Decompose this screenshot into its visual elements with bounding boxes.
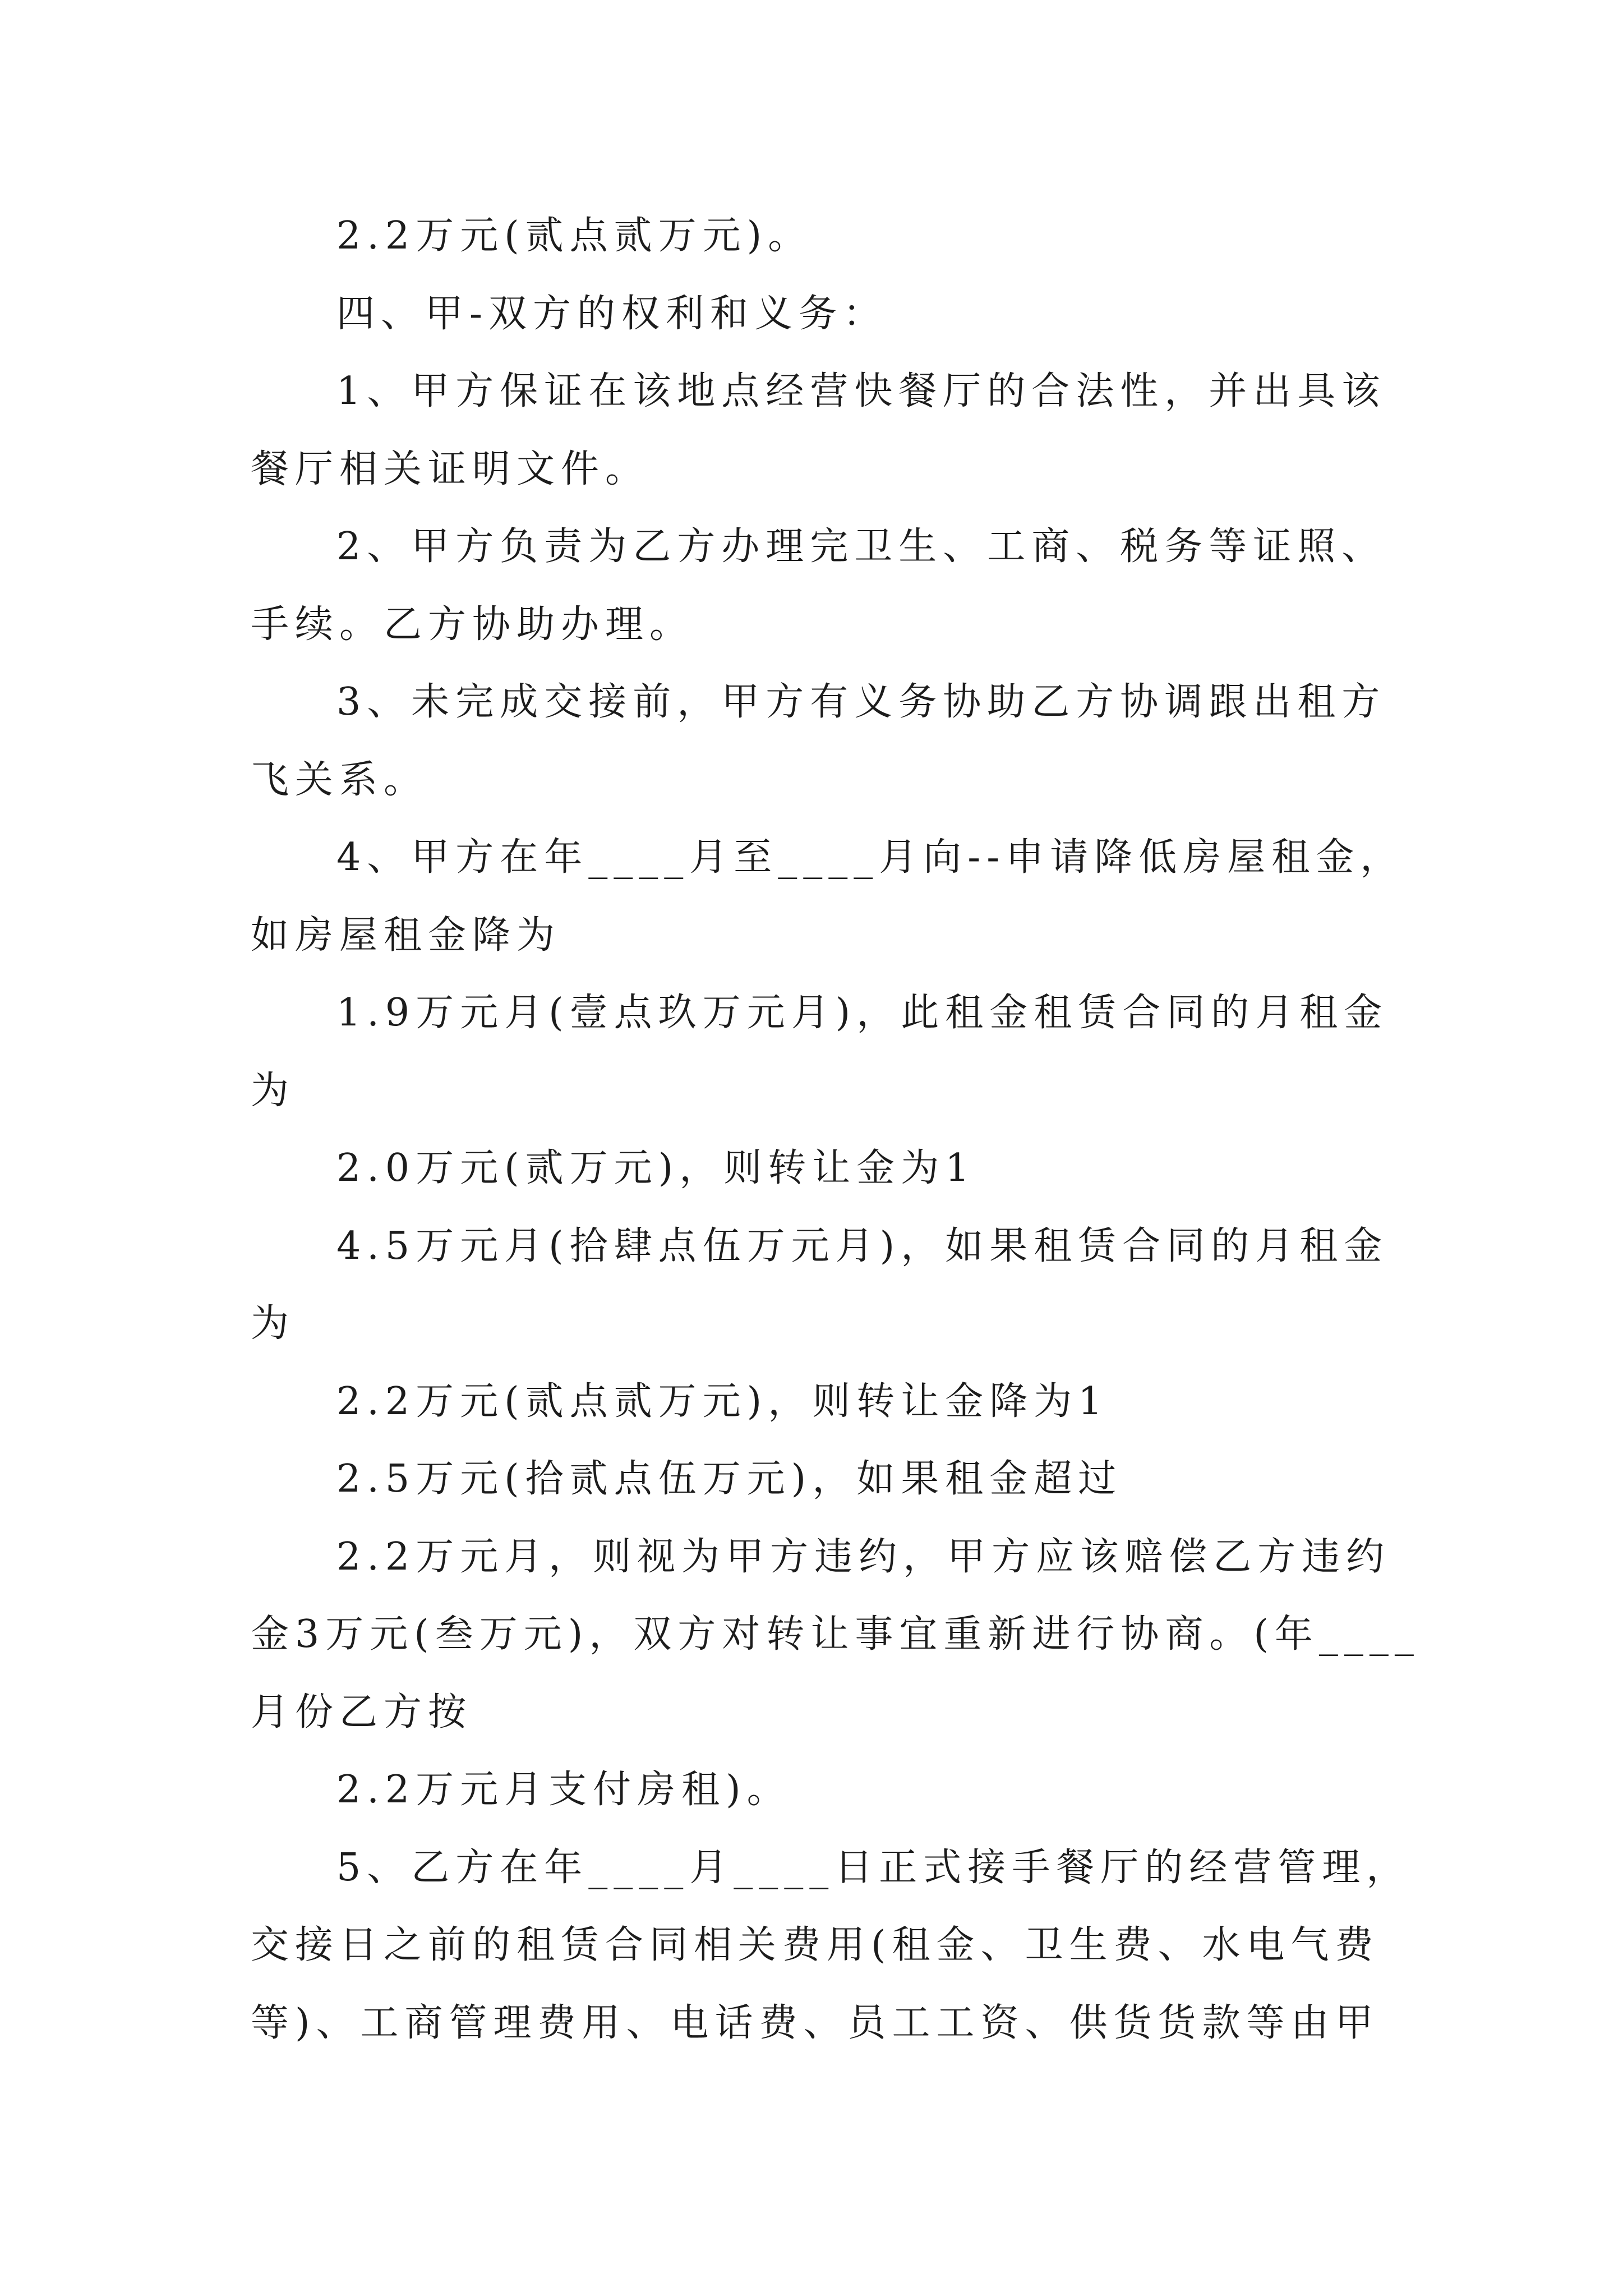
- text-line: 餐厅相关证明文件。: [251, 447, 650, 491]
- text-line: 2.2万元月支付房租)。: [336, 1768, 791, 1812]
- text-line: 交接日之前的租赁合同相关费用(租金、卫生费、水电气费: [251, 1923, 1380, 1967]
- text-line: 为: [251, 1301, 296, 1346]
- text-line: 2.2万元(贰点贰万元)，则转让金降为1: [336, 1379, 1109, 1424]
- text-line: 3、未完成交接前，甲方有义务协助乙方协调跟出租方: [336, 680, 1386, 724]
- text-line: 等)、工商管理费用、电话费、员工工资、供货货款等由甲: [251, 2000, 1380, 2045]
- text-line: 1、甲方保证在该地点经营快餐厅的合法性，并出具该: [336, 369, 1386, 413]
- text-line: 2.2万元月，则视为甲方违约，甲方应该赔偿乙方违约: [336, 1534, 1391, 1579]
- text-line: 5、乙方在年____月____日正式接手餐厅的经营管理，: [336, 1845, 1411, 1890]
- text-line: 4、甲方在年____月至____月向--申请降低房屋租金，: [336, 835, 1405, 880]
- text-line: 2.5万元(拾贰点伍万元)，如果租金超过: [336, 1457, 1123, 1501]
- text-line: 2.2万元(贰点贰万元)。: [336, 214, 813, 258]
- text-line: 为: [251, 1068, 296, 1113]
- text-line: 2、甲方负责为乙方办理完卫生、工商、税务等证照、: [336, 524, 1386, 569]
- document-body: [251, 197, 1428, 2062]
- text-line: 4.5万元月(拾肆点伍万元月)，如果租赁合同的月租金: [336, 1223, 1389, 1268]
- text-line: 2.0万元(贰万元)，则转让金为1: [336, 1146, 976, 1190]
- text-line: 月份乙方按: [251, 1690, 473, 1734]
- text-line: 1.9万元月(壹点玖万元月)，此租金租赁合同的月租金: [336, 991, 1389, 1035]
- text-line: 手续。乙方协助办理。: [251, 602, 694, 647]
- text-line: 金3万元(叁万元)，双方对转让事宜重新进行协商。(年____: [251, 1612, 1420, 1657]
- text-line: 如房屋租金降为: [251, 913, 561, 958]
- text-line: 飞关系。: [251, 757, 428, 802]
- section-heading: 四、甲-双方的权利和义务：: [336, 291, 887, 336]
